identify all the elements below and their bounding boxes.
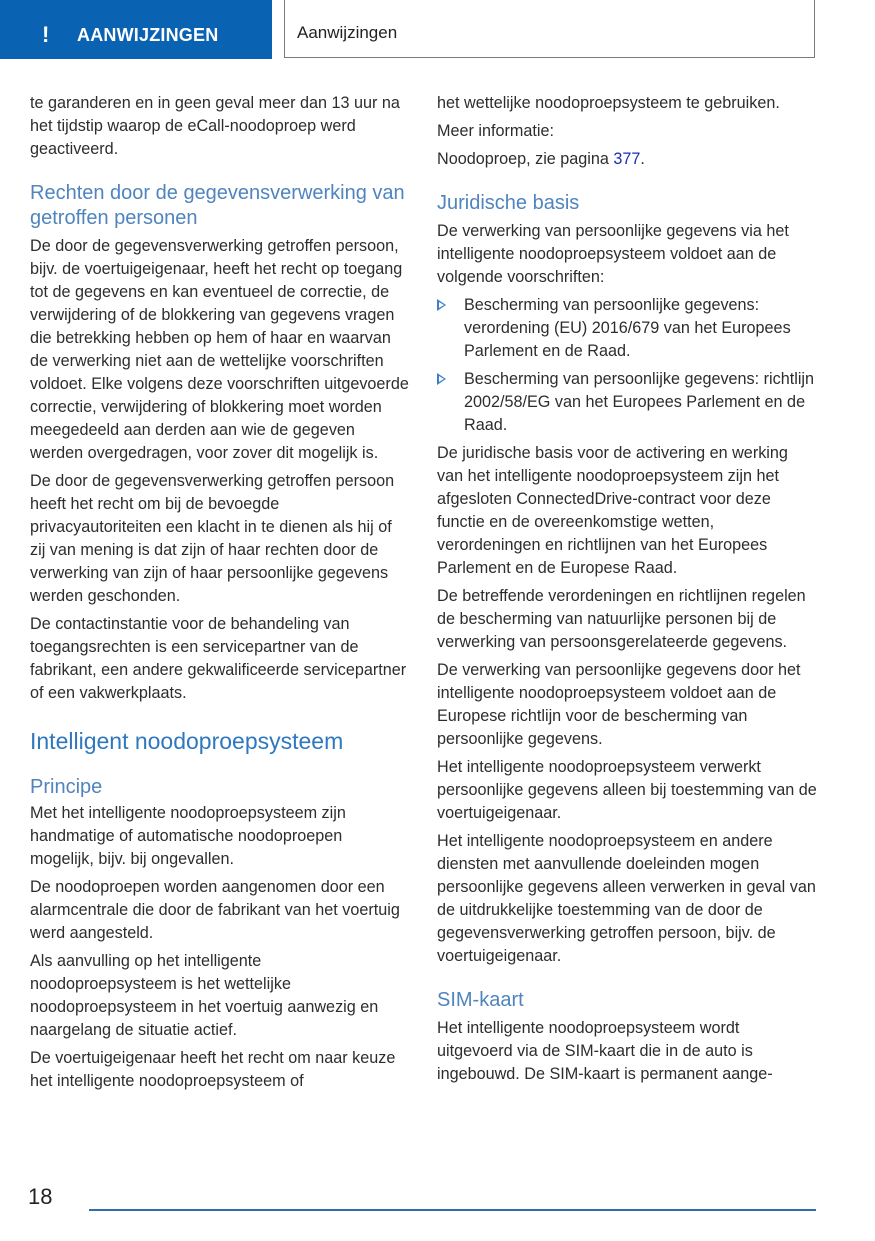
left-column <box>30 92 410 1098</box>
legal-paragraph: De betreffende verordeningen en richtlijnen regelen de bescherming van natuurlijke personen bij de verwerking van persoonsgerelateerde gegevens. <box>437 587 806 651</box>
principle-paragraph: Met het intelligente noodoproepsysteem zijn handmatige of automatische noodoproepen mogelijk, bijv. bij ongevallen. <box>30 804 346 868</box>
legal-heading: Juridische basis <box>437 192 580 214</box>
legal-paragraph: Het intelligente noodoproepsysteem en andere diensten met aanvullende doeleinden mogen persoonlijke gegevens alleen verwerken in geval van de uitdrukkelijke toestemming van de door de gegevensverwerking getroffen persoon, bijv. de voertuigeigenaar. <box>437 832 816 965</box>
bullet-text: Bescherming van persoonlijke gegevens: verordening (EU) 2016/679 van het Europees Parlement en de Raad. <box>464 296 791 360</box>
more-info-label: Meer informatie: <box>437 122 554 140</box>
continued-paragraph: het wettelijke noodoproepsysteem te gebruiken. <box>437 94 780 112</box>
exclamation-icon: ! <box>42 22 50 47</box>
footer-divider <box>89 1209 816 1211</box>
triangle-bullet-icon <box>437 299 446 311</box>
rights-paragraph: De door de gegevensverwerking getroffen persoon heeft het recht om bij de bevoegde privacyautoriteiten een klacht in te dienen als hij of zij van mening is dat zijn of haar rechten door de verwerking van zijn of haar persoonlijke gegevens werden geschonden. <box>30 472 395 605</box>
legal-paragraph: De verwerking van persoonlijke gegevens door het intelligente noodoproepsysteem voldoet aan de Europese richtlijn voor de bescherming van persoonlijke gegevens. <box>437 661 801 748</box>
section-title: AANWIJZINGEN <box>77 25 219 45</box>
list-item <box>437 294 817 363</box>
principle-paragraph: De voertuigeigenaar heeft het recht om naar keuze het intelligente noodoproepsysteem of <box>30 1049 396 1090</box>
legal-bullet-list <box>437 294 817 437</box>
bullet-text: Bescherming van persoonlijke gegevens: richtlijn 2002/58/EG van het Europees Parlement en de Raad. <box>464 370 815 434</box>
section-header-tab <box>0 0 272 59</box>
legal-paragraph: De juridische basis voor de activering en werking van het intelligente noodoproepsysteem zijn het afgesloten ConnectedDrive-contract voor deze functie en de overeenkomstige wetten, verordeningen en richtlijnen van het Europees Parlement en de Europese Raad. <box>437 444 788 577</box>
rights-paragraph: De contactinstantie voor de behandeling van toegangsrechten is een servicepartner van de fabrikant, een andere gekwalificeerde servicepartner of een vakwerkplaats. <box>30 615 407 702</box>
triangle-bullet-icon <box>437 373 446 385</box>
principle-heading: Principe <box>30 776 103 798</box>
intro-paragraph: te garanderen en in geen geval meer dan 13 uur na het tijdstip waarop de eCall-noodoproep werd geactiveerd. <box>30 94 400 158</box>
rights-paragraph: De door de gegevensverwerking getroffen persoon, bijv. de voertuigeigenaar, heeft het recht op toegang tot de gegevens en kan eventueel de correctie, de verwijdering of de blokkering van gegevens vragen die betrekking hebben op hem of haar en waarvan de verwerking niet aan de wettelijke voorschriften voldoet. Elke volgens deze voorschriften uitgevoerde correctie, verwijdering of blokkering moet worden meegedeeld aan derden aan wie de gegeven werden overgedragen, voor zover dit mogelijk is. <box>30 237 409 462</box>
sim-paragraph: Het intelligente noodoproepsysteem wordt uitgevoerd via de SIM-kaart die in de auto is ingebouwd. De SIM-kaart is permanent aange- <box>437 1019 773 1083</box>
right-column <box>437 92 817 1091</box>
sim-heading: SIM-kaart <box>437 989 524 1011</box>
reference-text: Noodoproep, zie pagina <box>437 150 614 168</box>
subsection-title: Aanwijzingen <box>297 23 398 42</box>
rights-heading: Rechten door de gegevensverwerking van getroffen personen <box>30 182 405 229</box>
main-heading: Intelligent noodoproepsysteem <box>30 728 344 754</box>
list-item <box>437 368 817 437</box>
reference-suffix: . <box>640 150 645 168</box>
subsection-header <box>284 0 815 58</box>
page-reference-link[interactable]: 377 <box>613 150 641 168</box>
legal-intro: De verwerking van persoonlijke gegevens via het intelligente noodoproepsysteem voldoet aan de volgende voorschriften: <box>437 222 789 286</box>
page-number: 18 <box>28 1184 53 1209</box>
legal-paragraph: Het intelligente noodoproepsysteem verwerkt persoonlijke gegevens alleen bij toestemming van de voertuigeigenaar. <box>437 758 817 822</box>
principle-paragraph: Als aanvulling op het intelligente noodoproepsysteem is het wettelijke noodoproepsysteem in het voertuig aanwezig en naargelang de situatie actief. <box>30 952 379 1039</box>
principle-paragraph: De noodoproepen worden aangenomen door een alarmcentrale die door de fabrikant van het voertuig werd aangesteld. <box>30 878 400 942</box>
reference-line <box>437 148 817 171</box>
